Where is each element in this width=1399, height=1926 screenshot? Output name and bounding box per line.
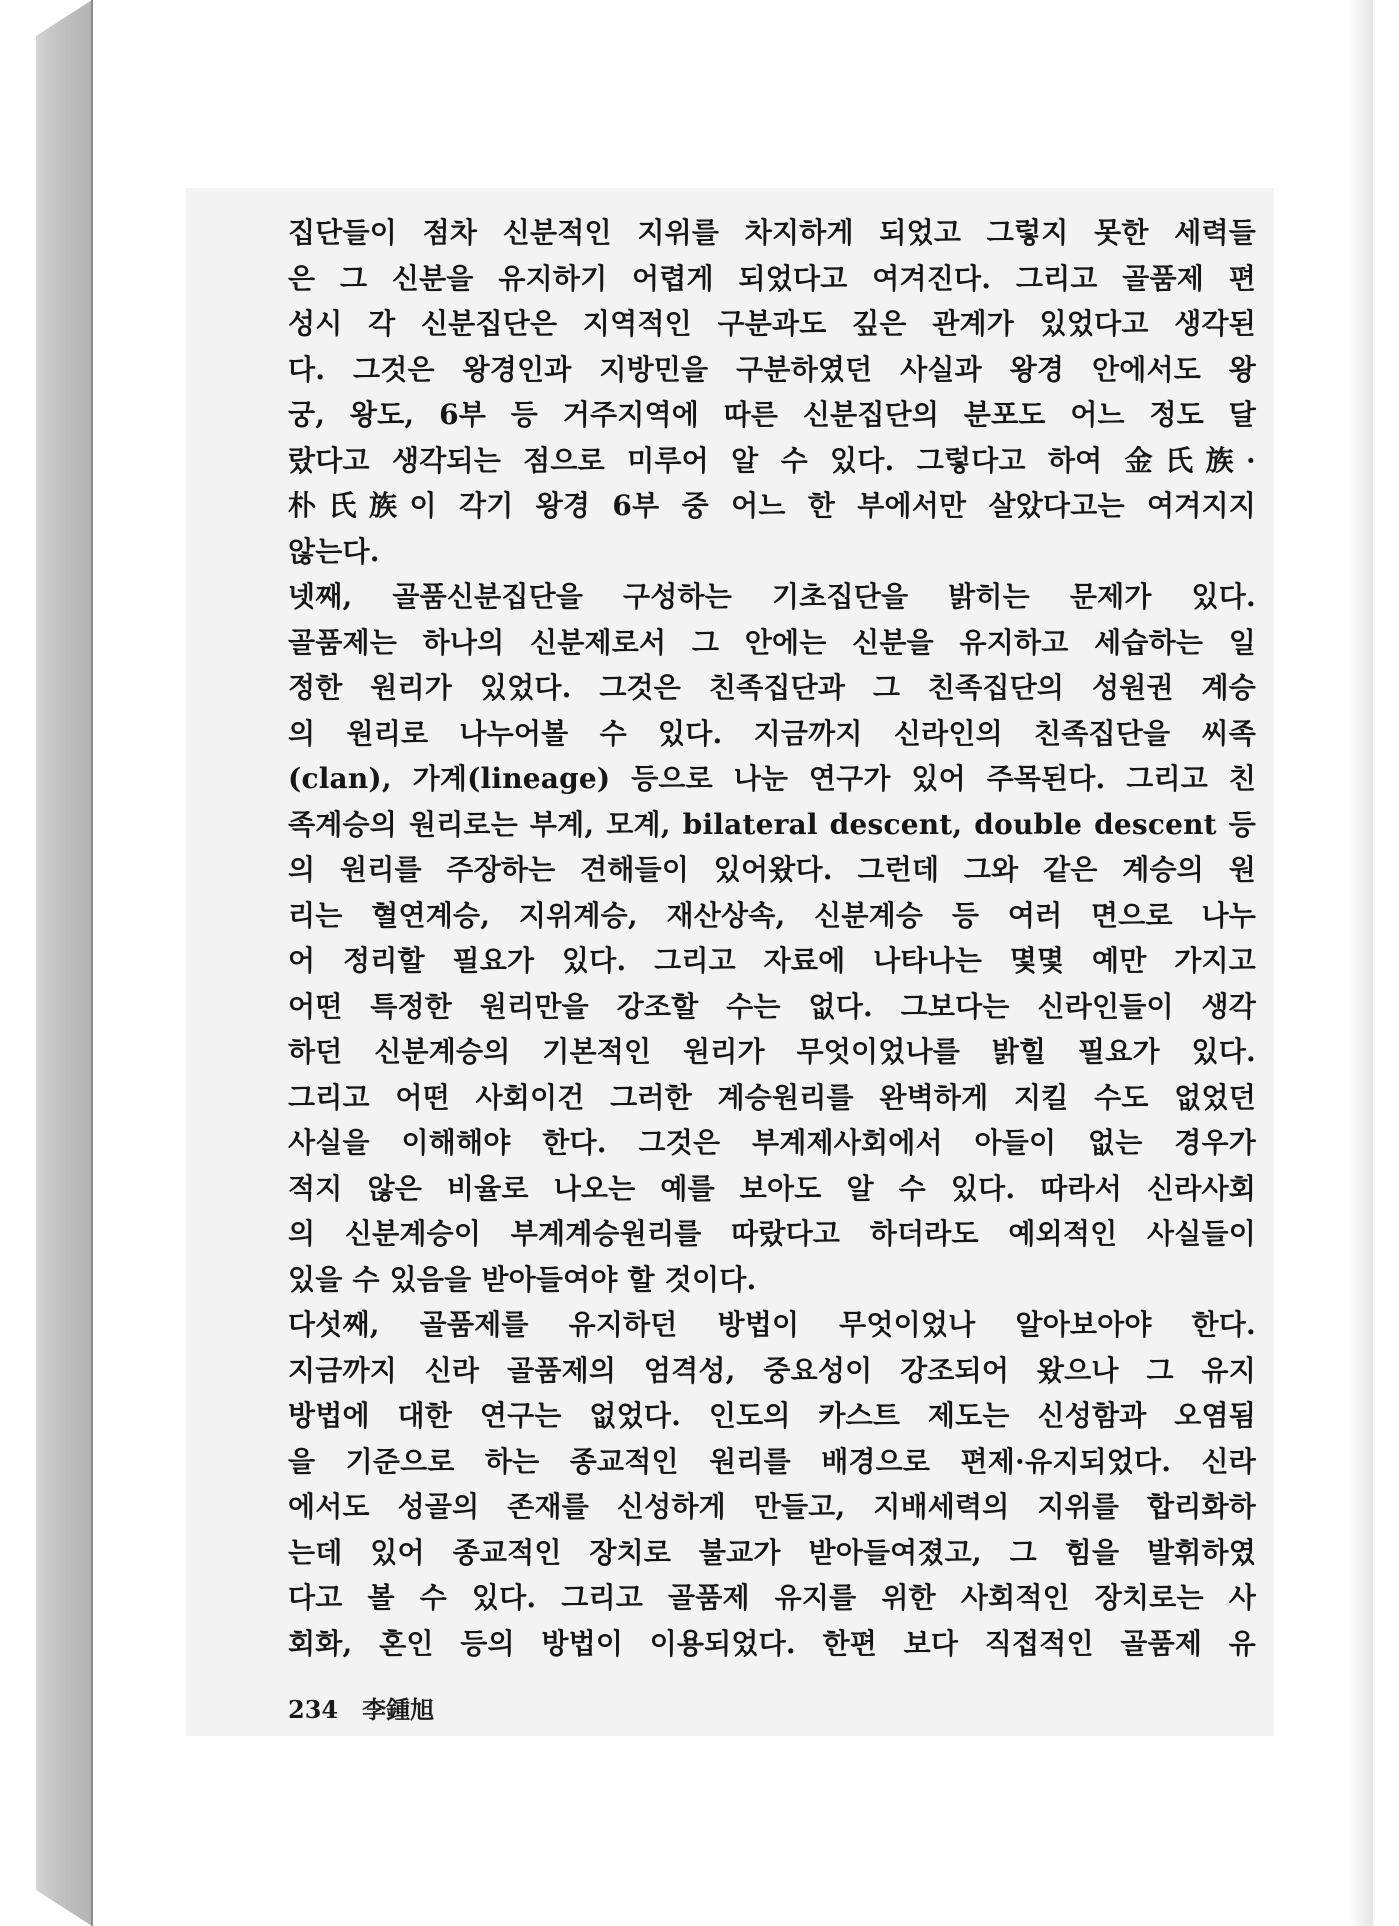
text-line: 적지 않은 비율로 나오는 예를 보아도 알 수 있다. 따라서 신라사회 bbox=[288, 1171, 1256, 1205]
text-line: 하던 신분계승의 기본적인 원리가 무엇이었나를 밝힐 필요가 있다. bbox=[288, 1035, 1256, 1068]
text-line: 다고 볼 수 있다. 그리고 골품제 유지를 위한 사회적인 장치로는 사 bbox=[288, 1581, 1256, 1614]
text-line: 족계승의 원리로는 부계, 모계, bilateral descent, double descent 등 bbox=[288, 807, 1256, 841]
text-line: 을 기준으로 하는 종교적인 원리를 배경으로 편제·유지되었다. 신라 bbox=[288, 1444, 1256, 1478]
page-edge-shadow bbox=[1347, 0, 1373, 1926]
text-line: 성시 각 신분집단은 지역적인 구분과도 깊은 관계가 있었다고 생각된 bbox=[288, 307, 1256, 340]
text-line: 있을 수 있음을 받아들여야 할 것이다. bbox=[288, 1262, 757, 1296]
text-line: 어떤 특정한 원리만을 강조할 수는 없다. 그보다는 신라인들이 생각 bbox=[288, 989, 1256, 1023]
text-line: 그리고 어떤 사회이건 그러한 계승원리를 완벽하게 지킬 수도 없었던 bbox=[288, 1080, 1256, 1114]
text-line: 은 그 신분을 유지하기 어렵게 되었다고 여겨진다. 그리고 골품제 편 bbox=[288, 261, 1256, 295]
page-footer bbox=[288, 1690, 434, 1725]
body-text bbox=[288, 210, 1256, 1666]
text-line: (clan), 가계(lineage) 등으로 나눈 연구가 있어 주목된다. 그리고 친 bbox=[288, 762, 1256, 795]
text-line: 방법에 대한 연구는 없었다. 인도의 카스트 제도는 신성함과 오염됨 bbox=[288, 1399, 1256, 1432]
text-line: 어 정리할 필요가 있다. 그리고 자료에 나타나는 몇몇 예만 가지고 bbox=[288, 944, 1256, 977]
text-line: 다. 그것은 왕경인과 지방민을 구분하였던 사실과 왕경 안에서도 왕 bbox=[288, 352, 1256, 386]
text-line: 정한 원리가 있었다. 그것은 친족집단과 그 친족집단의 성원권 계승 bbox=[288, 671, 1256, 704]
book-spine bbox=[36, 0, 92, 1926]
text-line: 에서도 성골의 존재를 신성하게 만들고, 지배세력의 지위를 합리화하 bbox=[288, 1490, 1256, 1523]
author-name: 李鍾旭 bbox=[362, 1695, 435, 1724]
text-line: 다섯째, 골품제를 유지하던 방법이 무엇이었나 알아보아야 한다. bbox=[288, 1308, 1256, 1341]
text-line: 사실을 이해해야 한다. 그것은 부계제사회에서 아들이 없는 경우가 bbox=[288, 1126, 1256, 1159]
text-line: 궁, 왕도, 6부 등 거주지역에 따른 신분집단의 분포도 어느 정도 달 bbox=[288, 398, 1256, 431]
text-line: 의 원리를 주장하는 견해들이 있어왔다. 그런데 그와 같은 계승의 원 bbox=[288, 853, 1256, 886]
text-line: 리는 혈연계승, 지위계승, 재산상속, 신분계승 등 여러 면으로 나누 bbox=[288, 898, 1256, 932]
page-number: 234 bbox=[288, 1695, 339, 1724]
text-line: 는데 있어 종교적인 장치로 불교가 받아들여졌고, 그 힘을 발휘하였 bbox=[288, 1535, 1256, 1569]
text-line: 의 원리로 나누어볼 수 있다. 지금까지 신라인의 친족집단을 씨족 bbox=[288, 716, 1256, 750]
text-line: 랐다고 생각되는 점으로 미루어 알 수 있다. 그렇다고 하여 金氏族· bbox=[288, 443, 1256, 477]
text-line: 않는다. bbox=[288, 534, 380, 568]
text-line: 지금까지 신라 골품제의 엄격성, 중요성이 강조되어 왔으나 그 유지 bbox=[288, 1353, 1256, 1387]
text-line: 朴氏族이 각기 왕경 6부 중 어느 한 부에서만 살았다고는 여겨지지 bbox=[288, 489, 1256, 522]
text-line: 집단들이 점차 신분적인 지위를 차지하게 되었고 그렇지 못한 세력들 bbox=[288, 216, 1256, 249]
text-line: 회화, 혼인 등의 방법이 이용되었다. 한편 보다 직접적인 골품제 유 bbox=[288, 1626, 1256, 1660]
text-line: 넷째, 골품신분집단을 구성하는 기초집단을 밝히는 문제가 있다. bbox=[288, 580, 1256, 613]
text-line: 의 신분계승이 부계계승원리를 따랐다고 하더라도 예외적인 사실들이 bbox=[288, 1217, 1256, 1250]
text-line: 골품제는 하나의 신분제로서 그 안에는 신분을 유지하고 세습하는 일 bbox=[288, 625, 1256, 659]
